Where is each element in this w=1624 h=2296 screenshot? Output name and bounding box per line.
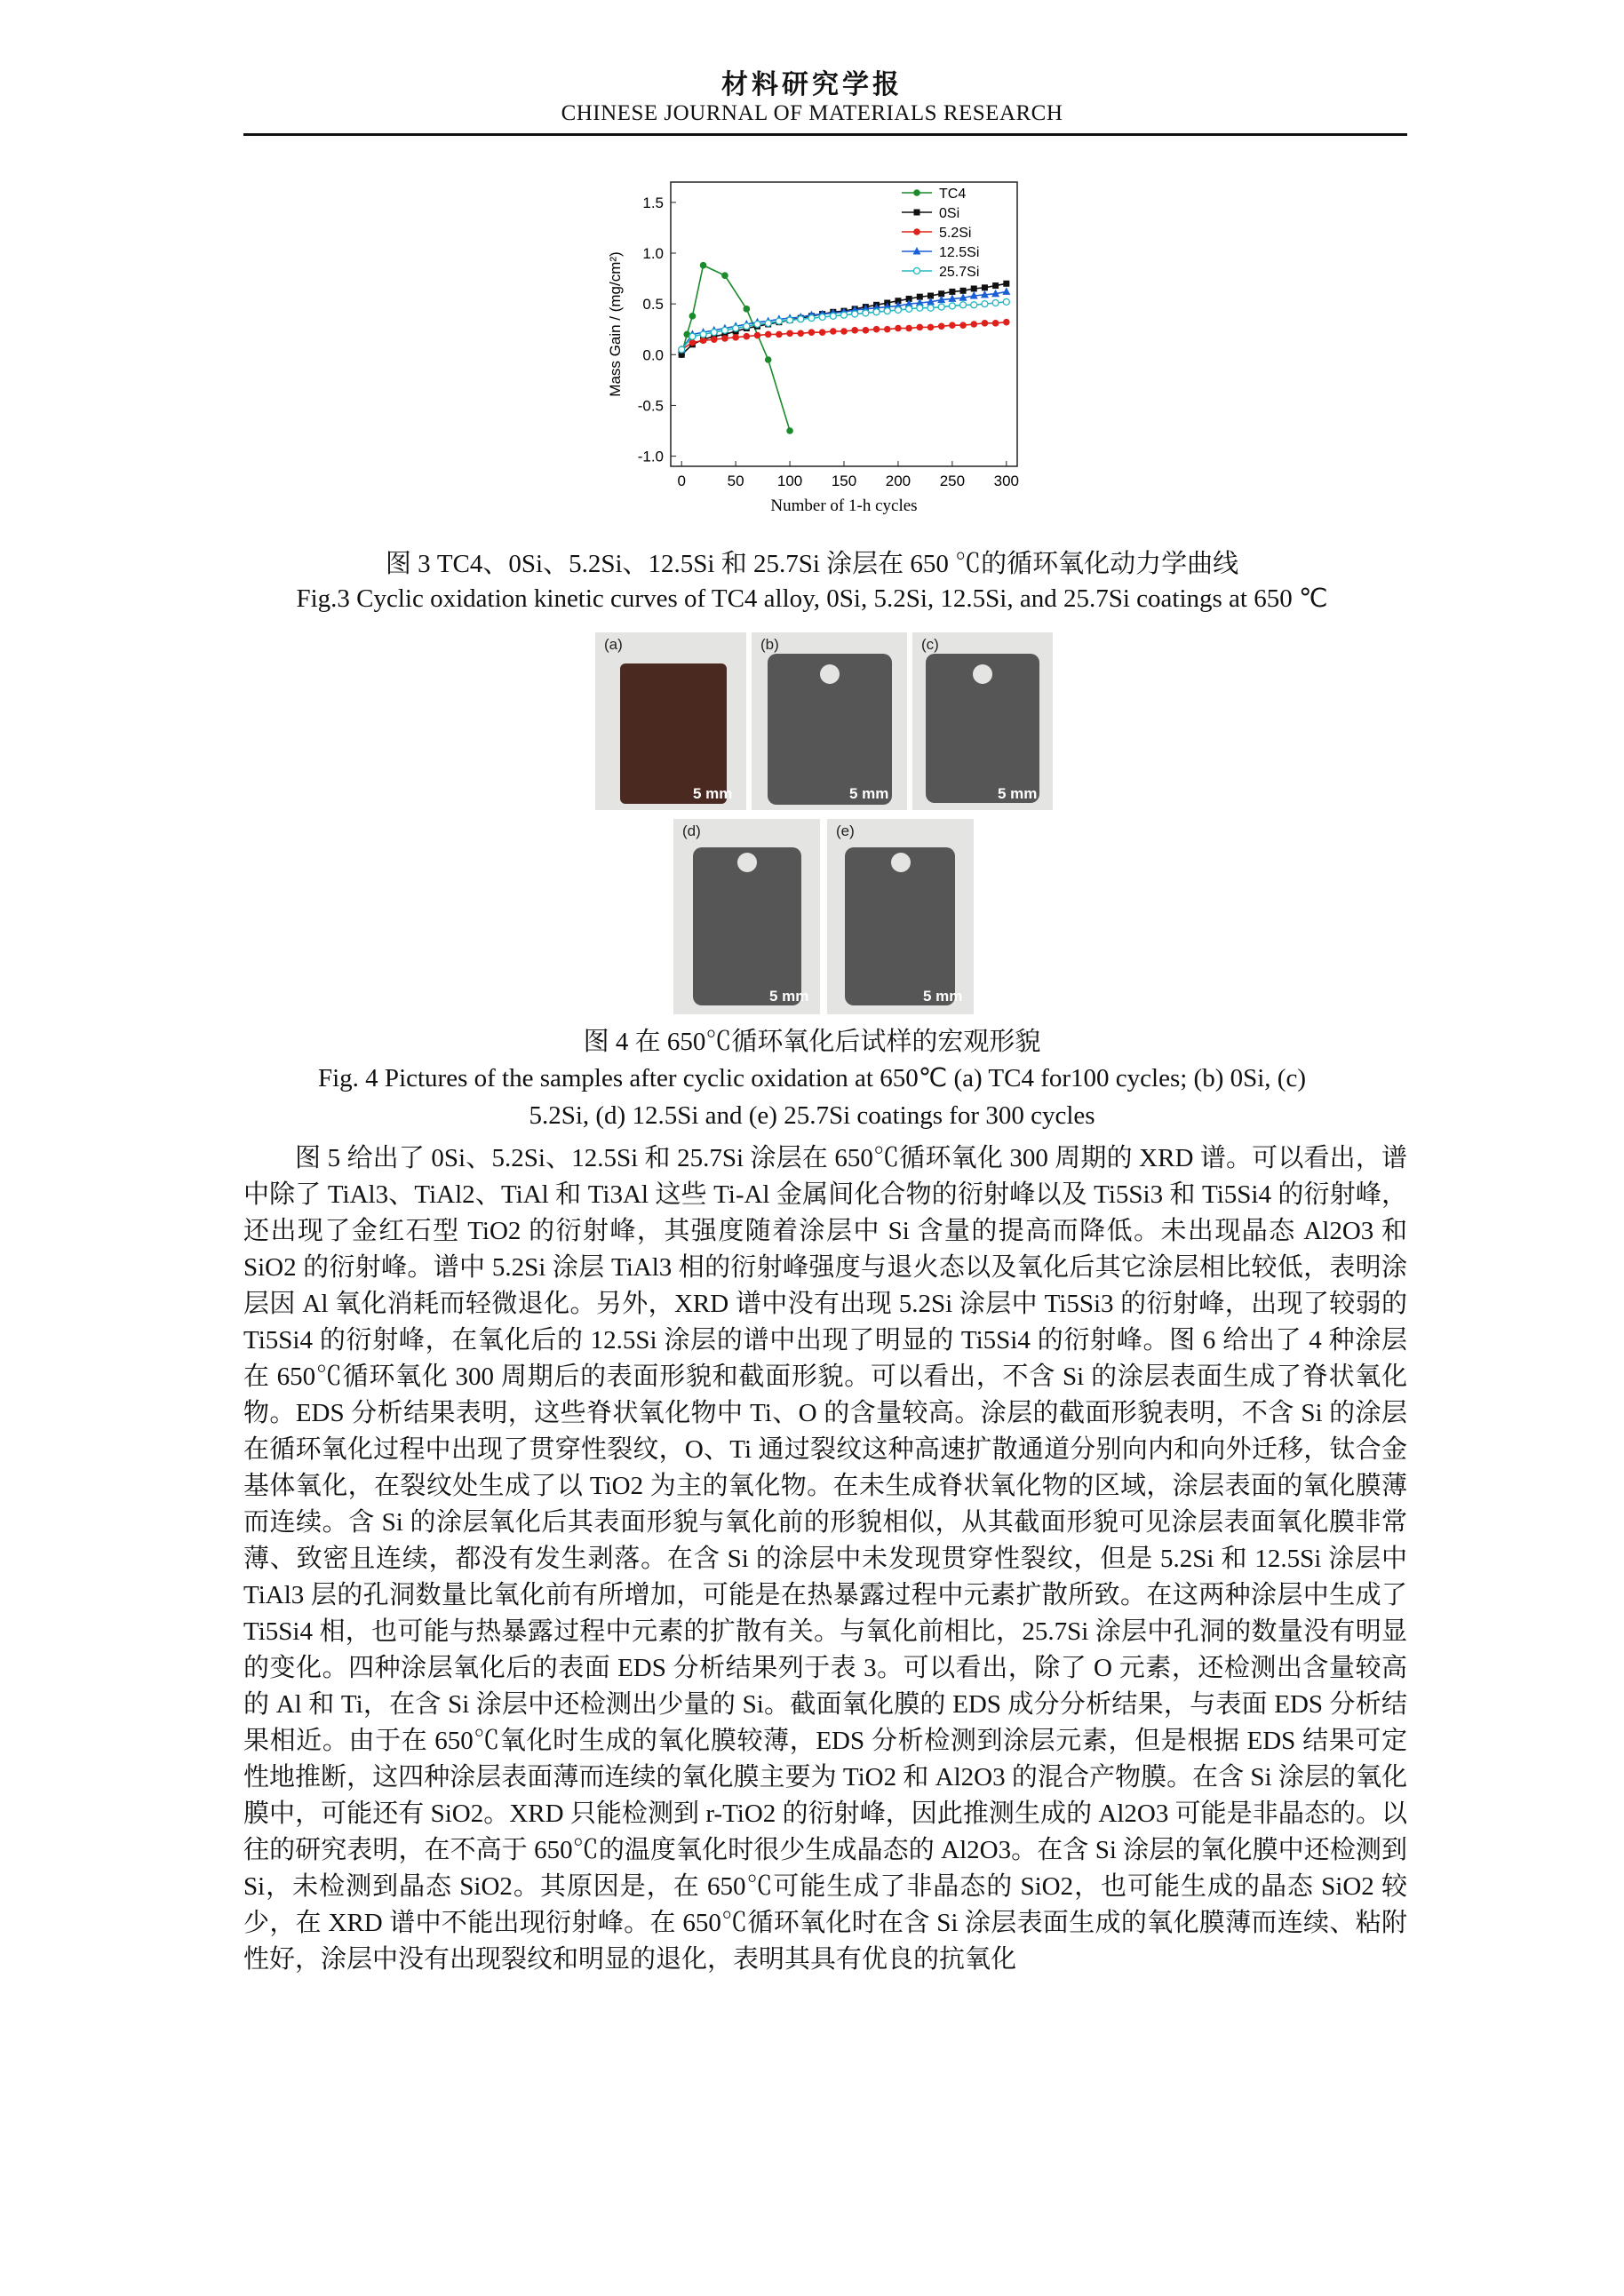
series-line-12.5Si xyxy=(681,291,1007,349)
data-point xyxy=(819,314,825,321)
data-point xyxy=(992,320,999,327)
data-point xyxy=(721,327,728,333)
sample-hole xyxy=(820,664,840,684)
data-point xyxy=(851,327,858,334)
data-point xyxy=(732,334,739,341)
data-point xyxy=(819,329,826,336)
data-point xyxy=(982,320,989,327)
data-point xyxy=(765,320,771,326)
journal-title-cn: 材料研究学报 xyxy=(721,69,903,100)
data-point xyxy=(700,262,707,269)
data-point xyxy=(873,326,880,333)
x-tick-label: 300 xyxy=(993,473,1019,489)
y-tick-label: -1.0 xyxy=(637,448,664,465)
data-point xyxy=(982,284,988,290)
data-point xyxy=(679,346,685,353)
data-point xyxy=(787,317,793,323)
y-tick-label: 1.0 xyxy=(642,245,664,262)
fig3-caption-en: Fig.3 Cyclic oxidation kinetic curves of TC4 alloy, 0Si, 5.2Si, 12.5Si, and 25.7Si coatings at 650 ℃ xyxy=(296,584,1328,613)
data-point xyxy=(895,325,902,332)
scale-label: 5 mm xyxy=(923,988,963,1005)
fig4-panel-d xyxy=(673,819,820,1014)
data-point xyxy=(830,328,837,335)
data-point xyxy=(895,307,901,314)
data-point xyxy=(917,305,923,311)
data-point xyxy=(744,333,751,340)
sample-hole xyxy=(737,853,757,872)
sample-hole xyxy=(891,853,911,872)
header-rule xyxy=(243,133,1407,136)
fig4-panel-b xyxy=(752,632,907,810)
data-point xyxy=(1003,319,1010,326)
data-point xyxy=(786,427,793,434)
data-point xyxy=(982,301,988,307)
data-point xyxy=(949,322,956,329)
data-point xyxy=(786,330,793,337)
y-axis-label: Mass Gain / (mg/cm²) xyxy=(607,251,624,397)
data-point xyxy=(754,332,761,339)
legend-label: 5.2Si xyxy=(939,226,972,241)
data-point xyxy=(959,322,967,329)
data-point xyxy=(913,189,920,196)
data-point xyxy=(970,321,977,328)
panel-label: (e) xyxy=(836,822,855,839)
y-tick-label: 0.0 xyxy=(642,346,664,364)
data-point xyxy=(711,336,718,343)
x-tick-label: 0 xyxy=(677,473,686,489)
scale-label: 5 mm xyxy=(998,785,1038,802)
series-line-5.2Si xyxy=(681,322,1007,350)
data-point xyxy=(776,331,783,338)
data-point xyxy=(914,268,920,274)
data-point xyxy=(1002,287,1010,295)
panel-label: (d) xyxy=(682,822,701,839)
x-tick-label: 100 xyxy=(776,473,803,489)
data-point xyxy=(765,331,772,338)
fig3-chart xyxy=(595,169,1039,524)
data-point xyxy=(927,305,934,311)
data-point xyxy=(917,324,924,331)
data-point xyxy=(711,330,717,336)
data-point xyxy=(927,324,935,331)
data-point xyxy=(913,228,920,235)
data-point xyxy=(841,312,848,318)
data-point xyxy=(852,311,858,317)
fig4-caption-en-line1: Fig. 4 Pictures of the samples after cyclic oxidation at 650℃ (a) TC4 for100 cycles; (b) 0Si, (c) xyxy=(318,1064,1306,1092)
data-point xyxy=(733,325,739,331)
body-text xyxy=(243,1140,1407,1978)
panel-label: (b) xyxy=(760,636,779,653)
y-tick-label: 1.5 xyxy=(642,194,664,211)
data-point xyxy=(700,337,707,344)
data-point xyxy=(765,356,772,363)
legend-label: TC4 xyxy=(939,187,967,202)
data-point xyxy=(863,310,869,316)
fig4-panel-e xyxy=(827,819,974,1014)
data-point xyxy=(949,303,955,309)
panel-label: (a) xyxy=(604,636,623,653)
data-point xyxy=(971,286,977,292)
data-point xyxy=(914,210,920,216)
data-point xyxy=(744,323,750,330)
data-point xyxy=(884,308,890,314)
x-tick-label: 150 xyxy=(831,473,857,489)
scale-label: 5 mm xyxy=(849,785,889,802)
data-point xyxy=(884,326,891,333)
data-point xyxy=(960,288,967,294)
sample-hole xyxy=(973,664,992,684)
y-tick-label: -0.5 xyxy=(637,397,664,415)
data-point xyxy=(992,282,999,289)
data-point xyxy=(1003,298,1009,305)
data-point xyxy=(960,302,967,308)
x-axis-label: Number of 1-h cycles xyxy=(770,497,918,515)
fig4-panel-c xyxy=(912,632,1053,810)
scale-label: 5 mm xyxy=(769,988,809,1005)
data-point xyxy=(721,335,728,342)
legend-label: 25.7Si xyxy=(939,265,980,280)
series-line-TC4 xyxy=(681,266,790,431)
legend-label: 12.5Si xyxy=(939,245,980,260)
series-line-0Si xyxy=(681,283,1007,354)
data-point xyxy=(798,316,804,322)
data-point xyxy=(1003,281,1009,287)
journal-title-en: CHINESE JOURNAL OF MATERIALS RESEARCH xyxy=(561,101,1063,125)
data-point xyxy=(744,306,751,313)
data-point xyxy=(797,330,804,337)
panel-label: (c) xyxy=(921,636,939,653)
data-point xyxy=(905,325,912,332)
data-point xyxy=(700,331,706,338)
fig4-panel-a xyxy=(595,632,746,810)
data-point xyxy=(721,272,728,279)
legend-label: 0Si xyxy=(939,206,960,221)
data-point xyxy=(776,318,782,324)
sample-plate xyxy=(620,663,727,804)
data-point xyxy=(808,329,816,336)
fig4-caption-en-line2: 5.2Si, (d) 12.5Si and (e) 25.7Si coatings for 300 cycles xyxy=(529,1101,1095,1130)
body-paragraph: 图 5 给出了 0Si、5.2Si、12.5Si 和 25.7Si 涂层在 650℃循环氧化 300 周期的 XRD 谱。可以看出，谱中除了 TiAl3、TiAl2、TiAl 和 Ti3Al 这些 Ti-Al 金属间化合物的衍射峰以及 Ti5Si3 和 Ti5Si4 的衍射峰，还出现了金红石型 TiO2 的衍射峰，其强度随着涂层中 Si 含量的提高而降低。未出现晶态 Al2O3 和 SiO2 的衍射峰。谱中 5.2Si 涂层 TiAl3 相的衍射峰强度与退火态以及氧化后其它涂层相比较低，表明涂层因 Al 氧化消耗而轻微退化。另外，XRD 谱中没有出现 5.2Si 涂层中 Ti5Si3 的衍射峰，出现了较弱的 Ti5Si4 的衍射峰，在氧化后的 12.5Si 涂层的谱中出现了明显的 Ti5Si4 的衍射峰。图 6 给出了 4 种涂层在 650℃循环氧化 300 周期后的表面形貌和截面形貌。可以看出，不含 Si 的涂层表面生成了脊状氧化物。EDS 分析结果表明，这些脊状氧化物中 Ti、O 的含量较高。涂层的截面形貌表明，不含 Si 的涂层在循环氧化过程中出现了贯穿性裂纹，O、Ti 通过裂纹这种高速扩散通道分别向内和向外迁移，钛合金基体氧化，在裂纹处生成了以 TiO2 为主的氧化物。在未生成脊状氧化物的区域，涂层表面的氧化膜薄而连续。含 Si 的涂层氧化后其表面形貌与氧化前的形貌相似，从其截面形貌可见涂层表面氧化膜非常薄、致密且连续，都没有发生剥落。在含 Si 的涂层中未发现贯穿性裂纹，但是 5.2Si 和 12.5Si 涂层中 TiAl3 层的孔洞数量比氧化前有所增加，可能是在热暴露过程中元素扩散所致。在这两种涂层中生成了 Ti5Si4 相，也可能与热暴露过程中元素的扩散有关。与氧化前相比，25.7Si 涂层中孔洞的数量没有明显的变化。四种涂层氧化后的表面 EDS 分析结果列于表 3。可以看出，除了 O 元素，还检测出含量较高的 Al 和 Ti，在含 Si 涂层中还检测出少量的 Si。截面氧化膜的 EDS 成分分析结果，与表面 EDS 分析结果相近。由于在 650℃氧化时生成的氧化膜较薄，EDS 分析检测到涂层元素，但是根据 EDS 结果可定性地推断，这四种涂层表面薄而连续的氧化膜主要为 TiO2 和 Al2O3 的混合产物膜。在含 Si 涂层的氧化膜中，可能还有 SiO2。XRD 只能检测到 r-TiO2 的衍射峰，因此推测生成的 Al2O3 可能是非晶态的。以往的研究表明，在不高于 650℃的温度氧化时很少生成晶态的 Al2O3。在含 Si 涂层的氧化膜中还检测到 Si，未检测到晶态 SiO2。其原因是，在 650℃可能生成了非晶态的 SiO2，也可能生成的晶态 SiO2 较少，在 XRD 谱中不能出现衍射峰。在 650℃循环氧化时在含 Si 涂层表面生成的氧化膜薄而连续、粘附性好，涂层中没有出现裂纹和明显的退化，表明其具有优良的抗氧化 xyxy=(243,1144,1407,1974)
data-point xyxy=(840,328,848,335)
data-point xyxy=(949,289,955,295)
data-point xyxy=(754,322,760,328)
fig4-caption-cn: 图 4 在 650℃循环氧化后试样的宏观形貌 xyxy=(583,1028,1041,1056)
y-tick-label: 0.5 xyxy=(642,296,664,314)
data-point xyxy=(863,327,870,334)
scale-label: 5 mm xyxy=(693,785,733,802)
data-point xyxy=(830,313,836,319)
x-tick-label: 50 xyxy=(727,473,744,489)
data-point xyxy=(808,315,815,322)
data-point xyxy=(906,306,912,312)
data-point xyxy=(971,302,977,308)
x-tick-label: 200 xyxy=(885,473,912,489)
data-point xyxy=(992,300,999,306)
data-point xyxy=(689,313,697,320)
data-point xyxy=(938,322,945,330)
data-point xyxy=(689,333,696,339)
data-point xyxy=(873,309,880,315)
x-tick-label: 250 xyxy=(939,473,966,489)
fig3-caption-cn: 图 3 TC4、0Si、5.2Si、12.5Si 和 25.7Si 涂层在 650 ℃的循环氧化动力学曲线 xyxy=(385,550,1239,578)
data-point xyxy=(938,304,944,310)
